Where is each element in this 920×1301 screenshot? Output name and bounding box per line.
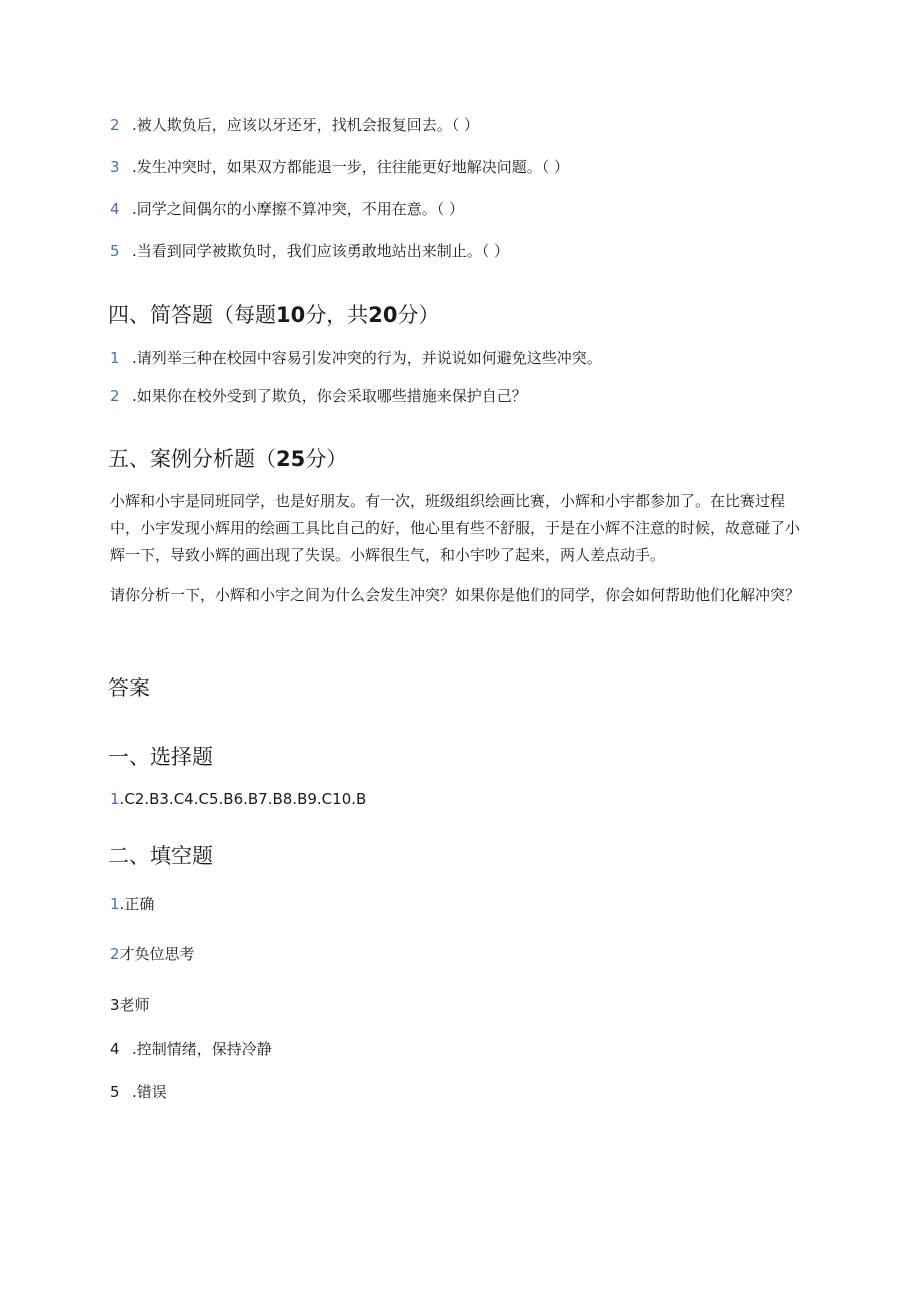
judgement-item [110,157,569,177]
item-text: .发生冲突时，如果双方都能退一步，往往能更好地解决问题。（ ） [132,158,570,176]
item-number: 1 [110,895,120,913]
fill-answer-item [110,944,195,964]
short-answer-item [110,386,527,406]
item-text: .如果你在校外受到了欺负，你会采取哪些措施来保护自己？ [132,387,527,405]
item-number: 5 [110,242,120,260]
item-text: .被人欺负后，应该以牙还牙，找机会报复回去。（ ） [132,116,480,134]
heading-text: 四、简答题（每题 [108,303,276,327]
fill-answer-item [110,995,150,1015]
answers-title: 答案 [108,676,150,700]
heading-text: 五、案例分析题（ [108,447,276,471]
heading-text: 分） [397,303,440,327]
fill-answer-item [110,894,154,914]
section-heading-short-answer [108,301,439,329]
heading-score: 10 [276,303,306,327]
item-number: 3 [110,996,120,1014]
section-heading-fill-answers: 二、填空题 [108,844,213,868]
case-question: 请你分析一下，小辉和小宇之间为什么会发生冲突？如果你是他们的同学，你会如何帮助他们化解冲突？ [110,586,801,604]
item-text: .请列举三种在校园中容易引发冲突的行为，并说说如何避免这些冲突。 [132,349,602,367]
judgement-item [110,115,479,135]
item-number: 2 [110,945,120,963]
short-answer-item [110,348,602,368]
item-text: .控制情绪，保持冷静 [132,1040,272,1058]
item-text: .错误 [132,1083,167,1101]
item-text: 老师 [119,996,150,1014]
heading-text: 分） [305,447,348,471]
item-text: .正确 [119,895,155,913]
item-number: 3 [110,158,120,176]
item-text: .当看到同学被欺负时，我们应该勇敢地站出来制止。（ ） [132,242,510,260]
item-text: .同学之间偶尔的小摩擦不算冲突，不用在意。（ ） [132,200,465,218]
item-number: 4 [110,1040,120,1058]
heading-score: 25 [276,447,306,471]
fill-answer-item [110,1039,272,1059]
item-text: 才奂位思考 [119,945,195,963]
item-number: 1 [110,790,120,808]
heading-text: 分，共 [305,303,369,327]
heading-total: 20 [368,303,398,327]
item-number: 2 [110,387,120,405]
item-number: 1 [110,349,120,367]
item-text: .C2.B3.C4.C5.B6.B7.B8.B9.C10.B [119,790,367,808]
section-heading-case [108,445,347,473]
case-paragraph: 小辉和小宇是同班同学，也是好朋友。有一次，班级组织绘画比赛，小辉和小宇都参加了。在比赛过程中，小宇发现小辉用的绘画工具比自己的好，他心里有些不舒服，于是在小辉不注意的时候，故意碰了小辉一下，导致小辉的画出现了失误。小辉很生气，和小宇吵了起来，两人差点动手。 [110,492,801,564]
item-number: 2 [110,116,120,134]
section-heading-choice-answers: 一、选择题 [108,745,213,769]
fill-answer-item [110,1082,167,1102]
choice-answers [110,789,366,809]
judgement-item [110,241,509,261]
item-number: 4 [110,200,120,218]
judgement-item [110,199,464,219]
item-number: 5 [110,1083,120,1101]
